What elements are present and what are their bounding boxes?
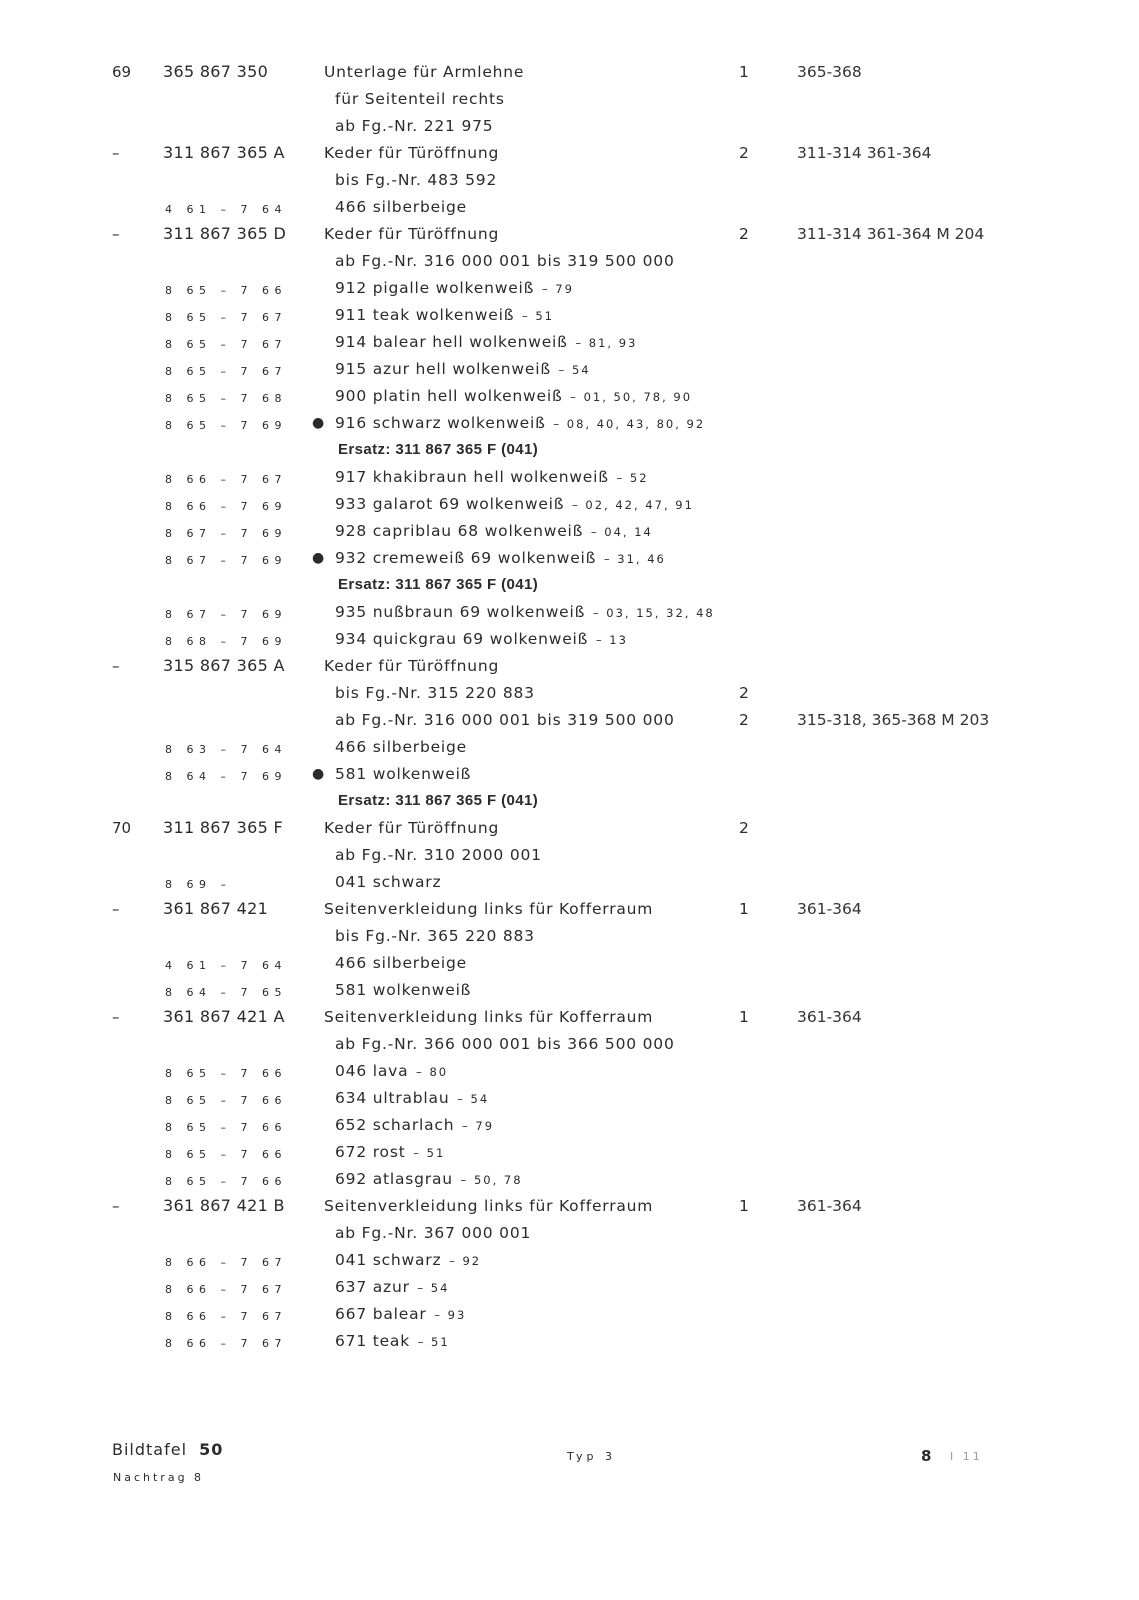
production-period: 8 67 – 7 69 [165, 608, 287, 621]
model-range: 361-364 [797, 1197, 862, 1215]
part-description: 041 schwarz – 92 [335, 1251, 482, 1269]
detail-row [0, 1168, 1139, 1194]
part-description: Keder für Türöffnung [324, 144, 500, 162]
detail-row [0, 304, 1139, 330]
detail-row [0, 1249, 1139, 1275]
model-range: 315-318, 365-368 M 203 [797, 711, 990, 729]
paint-codes: – 13 [590, 633, 628, 647]
replacement-row [0, 439, 1139, 465]
part-description: für Seitenteil rechts [335, 90, 505, 108]
paint-codes: – 04, 14 [585, 525, 653, 539]
part-description: bis Fg.-Nr. 365 220 883 [335, 927, 535, 945]
paint-codes: – 81, 93 [569, 336, 638, 350]
part-number: 365 867 350 [163, 62, 269, 81]
detail-row [0, 979, 1139, 1005]
detail-row [0, 628, 1139, 654]
part-description: ab Fg.-Nr. 310 2000 001 [335, 846, 542, 864]
part-description: 934 quickgrau 69 wolkenweiß – 13 [335, 630, 628, 648]
production-period: 8 65 – 7 68 [165, 392, 287, 405]
paint-codes: – 01, 50, 78, 90 [564, 390, 693, 404]
detail-row [0, 169, 1139, 195]
typ-label: Typ 3 [567, 1450, 616, 1463]
quantity: 1 [739, 900, 749, 918]
detail-row [0, 709, 1139, 735]
replacement-note: Ersatz: 311 867 365 F (041) [338, 792, 539, 809]
paint-codes: – 03, 15, 32, 48 [587, 606, 715, 620]
detail-row [0, 925, 1139, 951]
part-description: 933 galarot 69 wolkenweiß – 02, 42, 47, 91 [335, 495, 694, 513]
production-period: 8 69 – [165, 878, 232, 891]
production-period: 8 67 – 7 69 [165, 554, 287, 567]
part-row [0, 61, 1139, 87]
detail-row [0, 358, 1139, 384]
part-description: bis Fg.-Nr. 483 592 [335, 171, 498, 189]
model-range: 361-364 [797, 900, 862, 918]
paint-codes: – 92 [443, 1254, 482, 1268]
production-period: 8 63 – 7 64 [165, 743, 287, 756]
paint-codes: – 50, 78 [454, 1173, 523, 1187]
detail-row [0, 1060, 1139, 1086]
part-number: 315 867 365 A [163, 656, 285, 675]
paint-codes: – 02, 42, 47, 91 [566, 498, 694, 512]
model-range: 365-368 [797, 63, 862, 81]
bildtafel-position: – [112, 1008, 120, 1026]
part-description: 672 rost – 51 [335, 1143, 446, 1161]
paint-codes: – 51 [407, 1146, 446, 1160]
detail-row [0, 1303, 1139, 1329]
production-period: 8 66 – 7 67 [165, 473, 287, 486]
part-description: 917 khakibraun hell wolkenweiß – 52 [335, 468, 649, 486]
detail-row [0, 1033, 1139, 1059]
bildtafel-position: – [112, 225, 120, 243]
part-description: 041 schwarz [335, 873, 442, 891]
production-period: 8 65 – 7 66 [165, 1148, 287, 1161]
production-period: 8 64 – 7 65 [165, 986, 287, 999]
bildtafel-position: – [112, 144, 120, 162]
paint-codes: – 54 [552, 363, 591, 377]
production-period: 8 65 – 7 66 [165, 1094, 287, 1107]
bildtafel-label [112, 1440, 223, 1459]
detail-row [0, 493, 1139, 519]
part-description: Keder für Türöffnung [324, 657, 500, 675]
detail-row [0, 1141, 1139, 1167]
part-description: 932 cremeweiß 69 wolkenweiß – 31, 46 [335, 549, 666, 567]
part-description: bis Fg.-Nr. 315 220 883 [335, 684, 535, 702]
production-period: 8 66 – 7 67 [165, 1337, 287, 1350]
part-row [0, 655, 1139, 681]
production-period: 8 65 – 7 67 [165, 365, 287, 378]
bildtafel-position: 70 [112, 819, 132, 837]
part-description: ab Fg.-Nr. 316 000 001 bis 319 500 000 [335, 252, 675, 270]
production-period: 8 64 – 7 69 [165, 770, 287, 783]
detail-row [0, 277, 1139, 303]
part-number: 361 867 421 B [163, 1196, 285, 1215]
quantity: 2 [739, 144, 749, 162]
bildtafel-position: – [112, 900, 120, 918]
detail-row [0, 682, 1139, 708]
bullet-icon: ● [312, 415, 325, 431]
detail-row [0, 385, 1139, 411]
bildtafel-text: Bildtafel [112, 1440, 188, 1459]
page-number: 8 [921, 1447, 932, 1465]
part-description: 667 balear – 93 [335, 1305, 467, 1323]
detail-row [0, 412, 1139, 438]
detail-row [0, 466, 1139, 492]
paint-codes: – 52 [610, 471, 649, 485]
detail-row [0, 763, 1139, 789]
detail-row [0, 1330, 1139, 1356]
part-description: 652 scharlach – 79 [335, 1116, 495, 1134]
part-description: ab Fg.-Nr. 316 000 001 bis 319 500 000 [335, 711, 675, 729]
part-row [0, 223, 1139, 249]
part-description: 581 wolkenweiß [335, 765, 472, 783]
paint-codes: – 51 [412, 1335, 450, 1349]
part-description: Seitenverkleidung links für Kofferraum [324, 900, 654, 918]
part-description: 466 silberbeige [335, 738, 468, 756]
part-row [0, 142, 1139, 168]
detail-row [0, 115, 1139, 141]
part-number: 311 867 365 A [163, 143, 285, 162]
detail-row [0, 601, 1139, 627]
part-row [0, 1006, 1139, 1032]
replacement-row [0, 790, 1139, 816]
part-description: 914 balear hell wolkenweiß – 81, 93 [335, 333, 638, 351]
quantity: 1 [739, 1008, 749, 1026]
production-period: 4 61 – 7 64 [165, 203, 287, 216]
part-description: 671 teak – 51 [335, 1332, 450, 1350]
part-description: 466 silberbeige [335, 954, 468, 972]
paint-codes: – 79 [536, 282, 574, 296]
detail-row [0, 196, 1139, 222]
part-number: 311 867 365 D [163, 224, 287, 243]
production-period: 8 65 – 7 67 [165, 338, 287, 351]
bildtafel-position: 69 [112, 63, 132, 81]
detail-row [0, 1276, 1139, 1302]
part-description: 928 capriblau 68 wolkenweiß – 04, 14 [335, 522, 653, 540]
part-description: ab Fg.-Nr. 366 000 001 bis 366 500 000 [335, 1035, 675, 1053]
detail-row [0, 844, 1139, 870]
paint-codes: – 51 [516, 309, 554, 323]
part-description: 692 atlasgrau – 50, 78 [335, 1170, 523, 1188]
production-period: 8 66 – 7 69 [165, 500, 287, 513]
bildtafel-position: – [112, 1197, 120, 1215]
production-period: 8 68 – 7 69 [165, 635, 287, 648]
detail-row [0, 520, 1139, 546]
paint-codes: – 79 [456, 1119, 495, 1133]
part-row [0, 1195, 1139, 1221]
part-description: Unterlage für Armlehne [324, 63, 525, 81]
production-period: 8 65 – 7 69 [165, 419, 287, 432]
bullet-icon: ● [312, 766, 325, 782]
production-period: 8 65 – 7 66 [165, 1121, 287, 1134]
detail-row [0, 547, 1139, 573]
replacement-note: Ersatz: 311 867 365 F (041) [338, 441, 539, 458]
quantity: 2 [739, 684, 749, 702]
production-period: 8 65 – 7 66 [165, 284, 287, 297]
part-row [0, 898, 1139, 924]
part-description: 900 platin hell wolkenweiß – 01, 50, 78, 90 [335, 387, 693, 405]
paint-codes: – 93 [428, 1308, 467, 1322]
model-range: 361-364 [797, 1008, 862, 1026]
detail-row [0, 736, 1139, 762]
part-description: 046 lava – 80 [335, 1062, 449, 1080]
model-range: 311-314 361-364 M 204 [797, 225, 985, 243]
detail-row [0, 88, 1139, 114]
production-period: 8 67 – 7 69 [165, 527, 287, 540]
part-description: Keder für Türöffnung [324, 819, 500, 837]
part-description: 637 azur – 54 [335, 1278, 450, 1296]
page-suffix: I 11 [950, 1450, 983, 1463]
production-period: 8 66 – 7 67 [165, 1283, 287, 1296]
detail-row [0, 871, 1139, 897]
quantity: 2 [739, 711, 749, 729]
paint-codes: – 31, 46 [598, 552, 666, 566]
detail-row [0, 1222, 1139, 1248]
detail-row [0, 1087, 1139, 1113]
part-description: Seitenverkleidung links für Kofferraum [324, 1008, 654, 1026]
part-description: ab Fg.-Nr. 367 000 001 [335, 1224, 532, 1242]
replacement-row [0, 574, 1139, 600]
paint-codes: – 54 [411, 1281, 450, 1295]
nachtrag-label: Nachtrag 8 [113, 1471, 205, 1484]
paint-codes: – 80 [410, 1065, 449, 1079]
production-period: 8 66 – 7 67 [165, 1256, 287, 1269]
part-description: 915 azur hell wolkenweiß – 54 [335, 360, 591, 378]
detail-row [0, 1114, 1139, 1140]
detail-row [0, 250, 1139, 276]
production-period: 4 61 – 7 64 [165, 959, 287, 972]
part-number: 361 867 421 [163, 899, 269, 918]
part-description: 911 teak wolkenweiß – 51 [335, 306, 554, 324]
part-description: 466 silberbeige [335, 198, 468, 216]
quantity: 1 [739, 63, 749, 81]
part-description: 912 pigalle wolkenweiß – 79 [335, 279, 574, 297]
part-description: 581 wolkenweiß [335, 981, 472, 999]
part-description: 634 ultrablau – 54 [335, 1089, 490, 1107]
quantity: 2 [739, 225, 749, 243]
model-range: 311-314 361-364 [797, 144, 932, 162]
part-description: 935 nußbraun 69 wolkenweiß – 03, 15, 32, 48 [335, 603, 715, 621]
detail-row [0, 952, 1139, 978]
bildtafel-number: 50 [199, 1440, 224, 1459]
production-period: 8 66 – 7 67 [165, 1310, 287, 1323]
part-description: 916 schwarz wolkenweiß – 08, 40, 43, 80, 92 [335, 414, 706, 432]
part-description: ab Fg.-Nr. 221 975 [335, 117, 494, 135]
bullet-icon: ● [312, 550, 325, 566]
paint-codes: – 54 [451, 1092, 490, 1106]
paint-codes: – 08, 40, 43, 80, 92 [547, 417, 706, 431]
detail-row [0, 331, 1139, 357]
replacement-note: Ersatz: 311 867 365 F (041) [338, 576, 539, 593]
part-description: Keder für Türöffnung [324, 225, 500, 243]
production-period: 8 65 – 7 67 [165, 311, 287, 324]
bildtafel-position: – [112, 657, 120, 675]
production-period: 8 65 – 7 66 [165, 1067, 287, 1080]
quantity: 2 [739, 819, 749, 837]
part-description: Seitenverkleidung links für Kofferraum [324, 1197, 654, 1215]
part-row [0, 817, 1139, 843]
part-number: 361 867 421 A [163, 1007, 285, 1026]
production-period: 8 65 – 7 66 [165, 1175, 287, 1188]
quantity: 1 [739, 1197, 749, 1215]
part-number: 311 867 365 F [163, 818, 283, 837]
